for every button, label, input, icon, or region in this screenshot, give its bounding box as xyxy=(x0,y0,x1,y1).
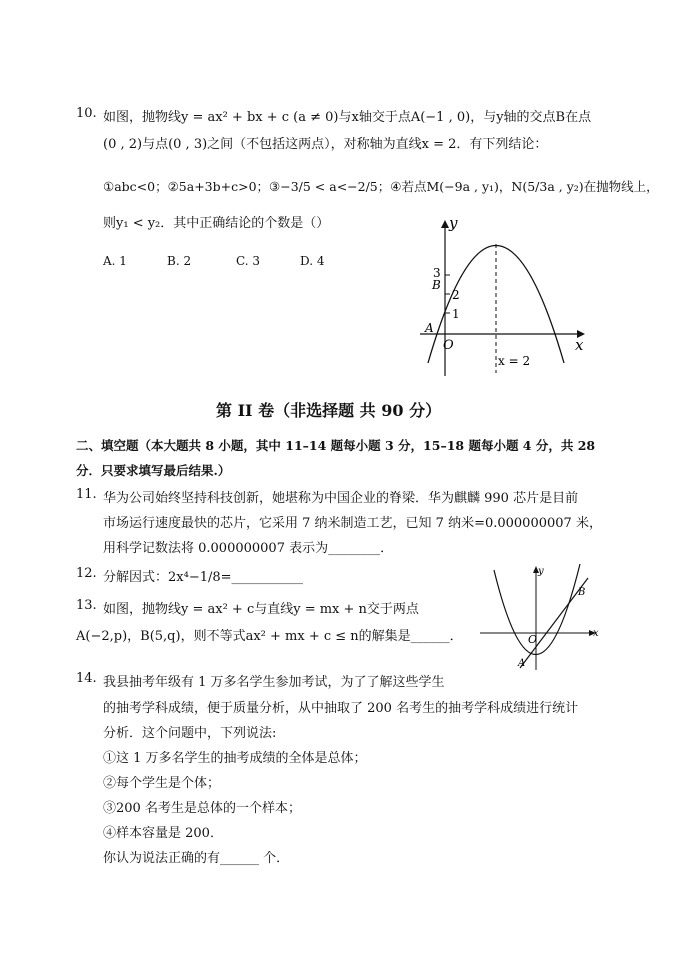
fig13-x-label: x xyxy=(593,628,599,639)
section-instr-line1: 二、填空题（本大题共 8 小题，其中 11–14 题每小题 3 分，15–18 题每小题 4 分，共 28 xyxy=(76,438,596,453)
q14-item-1: ①这 1 万多名学生的抽考成绩的全体是总体； xyxy=(103,751,367,766)
q10-number: 10. xyxy=(76,106,97,121)
fig10-b-label: B xyxy=(432,278,441,292)
q10-parabola-figure xyxy=(410,208,595,380)
q13-line1: 如图，抛物线y = ax² + c与直线y = mx + n交于两点 xyxy=(103,602,419,617)
q11-line2: 市场运行速度最快的芯片，它采用 7 纳米制造工艺，已知 7 纳米=0.000000007 米， xyxy=(103,516,602,531)
fig10-tick3-label: 3 xyxy=(433,266,441,280)
q13-parabola-line-figure xyxy=(480,562,605,674)
fig13-a-label: A xyxy=(518,658,526,669)
q12-text: 分解因式：2x⁴−1/8=___________ xyxy=(103,570,304,585)
q10-option-b: B. 2 xyxy=(167,254,192,268)
q10-option-c: C. 3 xyxy=(236,254,261,268)
q10-line2: (0 , 2)与点(0 , 3)之间（不包括这两点），对称轴为直线x = 2．有下列结论： xyxy=(103,137,548,152)
q10-line1: 如图，抛物线y = ax² + bx + c (a ≠ 0)与x轴交于点A(−1 , 0)，与y轴的交点B在点 xyxy=(103,110,592,125)
q11-line1: 华为公司始终坚持科技创新，她堪称为中国企业的脊梁．华为麒麟 990 芯片是目前 xyxy=(103,491,579,506)
q13-line2: A(−2,p)，B(5,q)，则不等式ax² + mx + c ≤ n的解集是______． xyxy=(76,629,463,644)
q11-number: 11. xyxy=(76,487,97,502)
q14-line2: 的抽考学科成绩，便于质量分析，从中抽取了 200 名考生的抽考学科成绩进行统计 xyxy=(103,701,579,716)
fig13-b-label: B xyxy=(578,587,586,598)
fig10-y-label: y xyxy=(449,214,458,232)
q14-item-3: ③200 名考生是总体的一个样本； xyxy=(103,801,301,816)
fig10-x-label: x xyxy=(575,336,584,354)
q10-option-d: D. 4 xyxy=(300,254,325,268)
q14-last: 你认为说法正确的有______ 个． xyxy=(103,851,290,866)
q14-item-4: ④样本容量是 200． xyxy=(103,826,223,841)
section-instr-line2: 分．只要求填写最后结果.） xyxy=(76,463,231,478)
q10-option-a: A. 1 xyxy=(103,254,127,268)
q11-line3: 用科学记数法将 0.000000007 表示为________． xyxy=(103,541,394,556)
q13-number: 13. xyxy=(76,598,97,613)
fig10-origin-label: O xyxy=(443,338,454,353)
fig10-a-label: A xyxy=(425,321,434,335)
fig13-y-label: y xyxy=(538,566,544,577)
fig13-origin-label: O xyxy=(528,633,538,646)
y-axis-arrow xyxy=(441,220,449,228)
q14-item-2: ②每个学生是个体； xyxy=(103,776,221,791)
section-title: 第 II 卷（非选择题 共 90 分） xyxy=(216,401,442,420)
fig10-tick1-label: 1 xyxy=(452,307,460,321)
q10-line4: 则y₁ < y₂．其中正确结论的个数是（） xyxy=(103,216,330,231)
fig10-axis-label: x = 2 xyxy=(498,354,531,368)
q14-line1: 我县抽考年级有 1 万多名学生参加考试，为了了解这些学生 xyxy=(103,675,445,690)
q12-number: 12. xyxy=(76,566,97,581)
fig10-tick2-label: 2 xyxy=(452,288,460,302)
q10-line3: ①abc<0；②5a+3b+c>0；③−3/5 < a<−2/5；④若点M(−9a , y₁)，N(5/3a , y₂)在抛物线上， xyxy=(103,179,659,194)
q14-number: 14. xyxy=(76,671,97,686)
q14-line3: 分析．这个问题中，下列说法: xyxy=(103,726,277,741)
